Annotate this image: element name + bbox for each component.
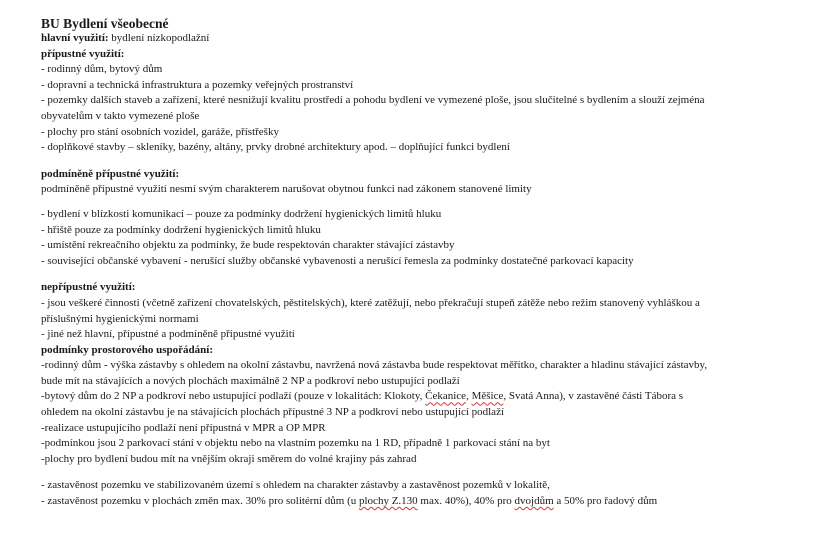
- permitted-heading: přípustné využití:: [41, 47, 125, 60]
- conditions-item: -realizace ustupujícího podlaží není přípustná v MPR a OP MPR: [41, 421, 326, 434]
- permitted-item: - doplňkové stavby – skleníky, bazény, altány, prvky drobné architektury apod. – doplňující funkci bydlení: [41, 141, 510, 154]
- density-post: a 50% pro řadový dům: [553, 495, 658, 508]
- permitted-item: - dopravní a technická infrastruktura a pozemky veřejných prostranství: [41, 78, 354, 91]
- document-title: BU Bydlení všeobecné: [41, 16, 169, 31]
- prohibited-heading: nepřípustné využití:: [41, 281, 136, 294]
- permitted-item: obyvatelům v takto vymezené ploše: [41, 109, 200, 122]
- conditions-item: ohledem na okolní zástavbu je na stávajících plochách přípustné 3 NP a podkroví nebo ustupující podlaží: [41, 406, 505, 419]
- conditional-heading: podmíněně přípustné využití:: [41, 167, 180, 180]
- density-line: - zastavěnost pozemku ve stabilizovaném území s ohledem na charakter zástavby a zastavěnost pozemků v lokalitě,: [41, 479, 550, 492]
- prohibited-item: - jiné než hlavní, přípustné a podmíněně přípustné využití: [41, 328, 295, 341]
- prohibited-item: příslušnými hygienickými normami: [41, 312, 199, 325]
- document-body: [41, 16, 831, 510]
- conditions-flat-line: [41, 389, 831, 405]
- area-z130: plochy Z.130: [359, 495, 418, 508]
- conditions-heading-part1: podmínky prostorového: [41, 343, 154, 356]
- conditions-item: -podmínkou jsou 2 parkovací stání v objektu nebo na vlastním pozemku na 1 RD, případně 1 parkovací stání na byt: [41, 437, 550, 450]
- duplex-term: dvojdům: [514, 495, 554, 508]
- location-mesice: Měšice: [471, 390, 504, 403]
- main-use-value: bydlení nízkopodlažní: [111, 32, 210, 44]
- main-use-line: [41, 31, 831, 47]
- conditional-item: - bydlení v blízkosti komunikací – pouze za podmínky dodržení hygienických limitů hluku: [41, 207, 442, 220]
- density-mid: max. 40%), 40% pro: [417, 495, 515, 508]
- permitted-item: - rodinný dům, bytový dům: [41, 63, 163, 76]
- location-cekanice: Čekanice: [425, 390, 467, 403]
- conditional-item: - umístění rekreačního objektu za podmínky, že bude respektován charakter stávající zástavby: [41, 239, 455, 252]
- conditional-item: - související občanské vybavení - nerušící služby občanské vybavenosti a nerušící řemesla za podmínky dostatečné parkovací kapacity: [41, 254, 634, 267]
- density-line-2: [41, 494, 831, 510]
- conditions-item: bude mít na stávajících a nových plochách maximálně 2 NP a podkroví nebo ustupující podlaží: [41, 374, 460, 387]
- flat-line-sep: ,: [466, 390, 472, 403]
- flat-line-pre: -bytový dům do 2 NP a podkroví nebo ustupující podlaží (pouze v lokalitách: Klokoty,: [41, 390, 426, 403]
- conditions-heading: [41, 343, 831, 359]
- conditional-intro: podmíněně přípustné využití nesmí svým charakterem narušovat obytnou funkci nad zákonem stanovené limity: [41, 183, 532, 196]
- permitted-item: - pozemky dalších staveb a zařízení, které nesnižují kvalitu prostředí a pohodu bydlení ve vymezené ploše, jsou slučitelné s bydlením a slouží zejména: [41, 94, 705, 107]
- main-use-label: hlavní využití:: [41, 32, 109, 44]
- flat-line-post: , Svatá Anna), v zastavěné části Tábora s: [503, 390, 684, 403]
- permitted-item: - plochy pro stání osobních vozidel, garáže, přístřešky: [41, 125, 279, 138]
- prohibited-item: - jsou veškeré činnosti (včetně zařízení chovatelských, pěstitelských), které zatěžují, nebo překračují stupeň zátěže nebo režim stanovený vyhláškou a: [41, 296, 700, 309]
- conditions-heading-part2: uspořádání:: [156, 343, 213, 356]
- conditions-item: -rodinný dům - výška zástavby s ohledem na okolní zástavbu, navržená nová zástavba bude respektovat měřítko, charakter a hladinu stávající zástavby,: [41, 359, 708, 372]
- density-pre: - zastavěnost pozemku v plochách změn max. 30% pro solitérní dům (u: [41, 495, 359, 508]
- conditions-item: -plochy pro bydlení budou mít na vnějším okraji směrem do volné krajiny pás zahrad: [41, 452, 417, 465]
- conditional-item: - hřiště pouze za podmínky dodržení hygienických limitů hluku: [41, 223, 321, 236]
